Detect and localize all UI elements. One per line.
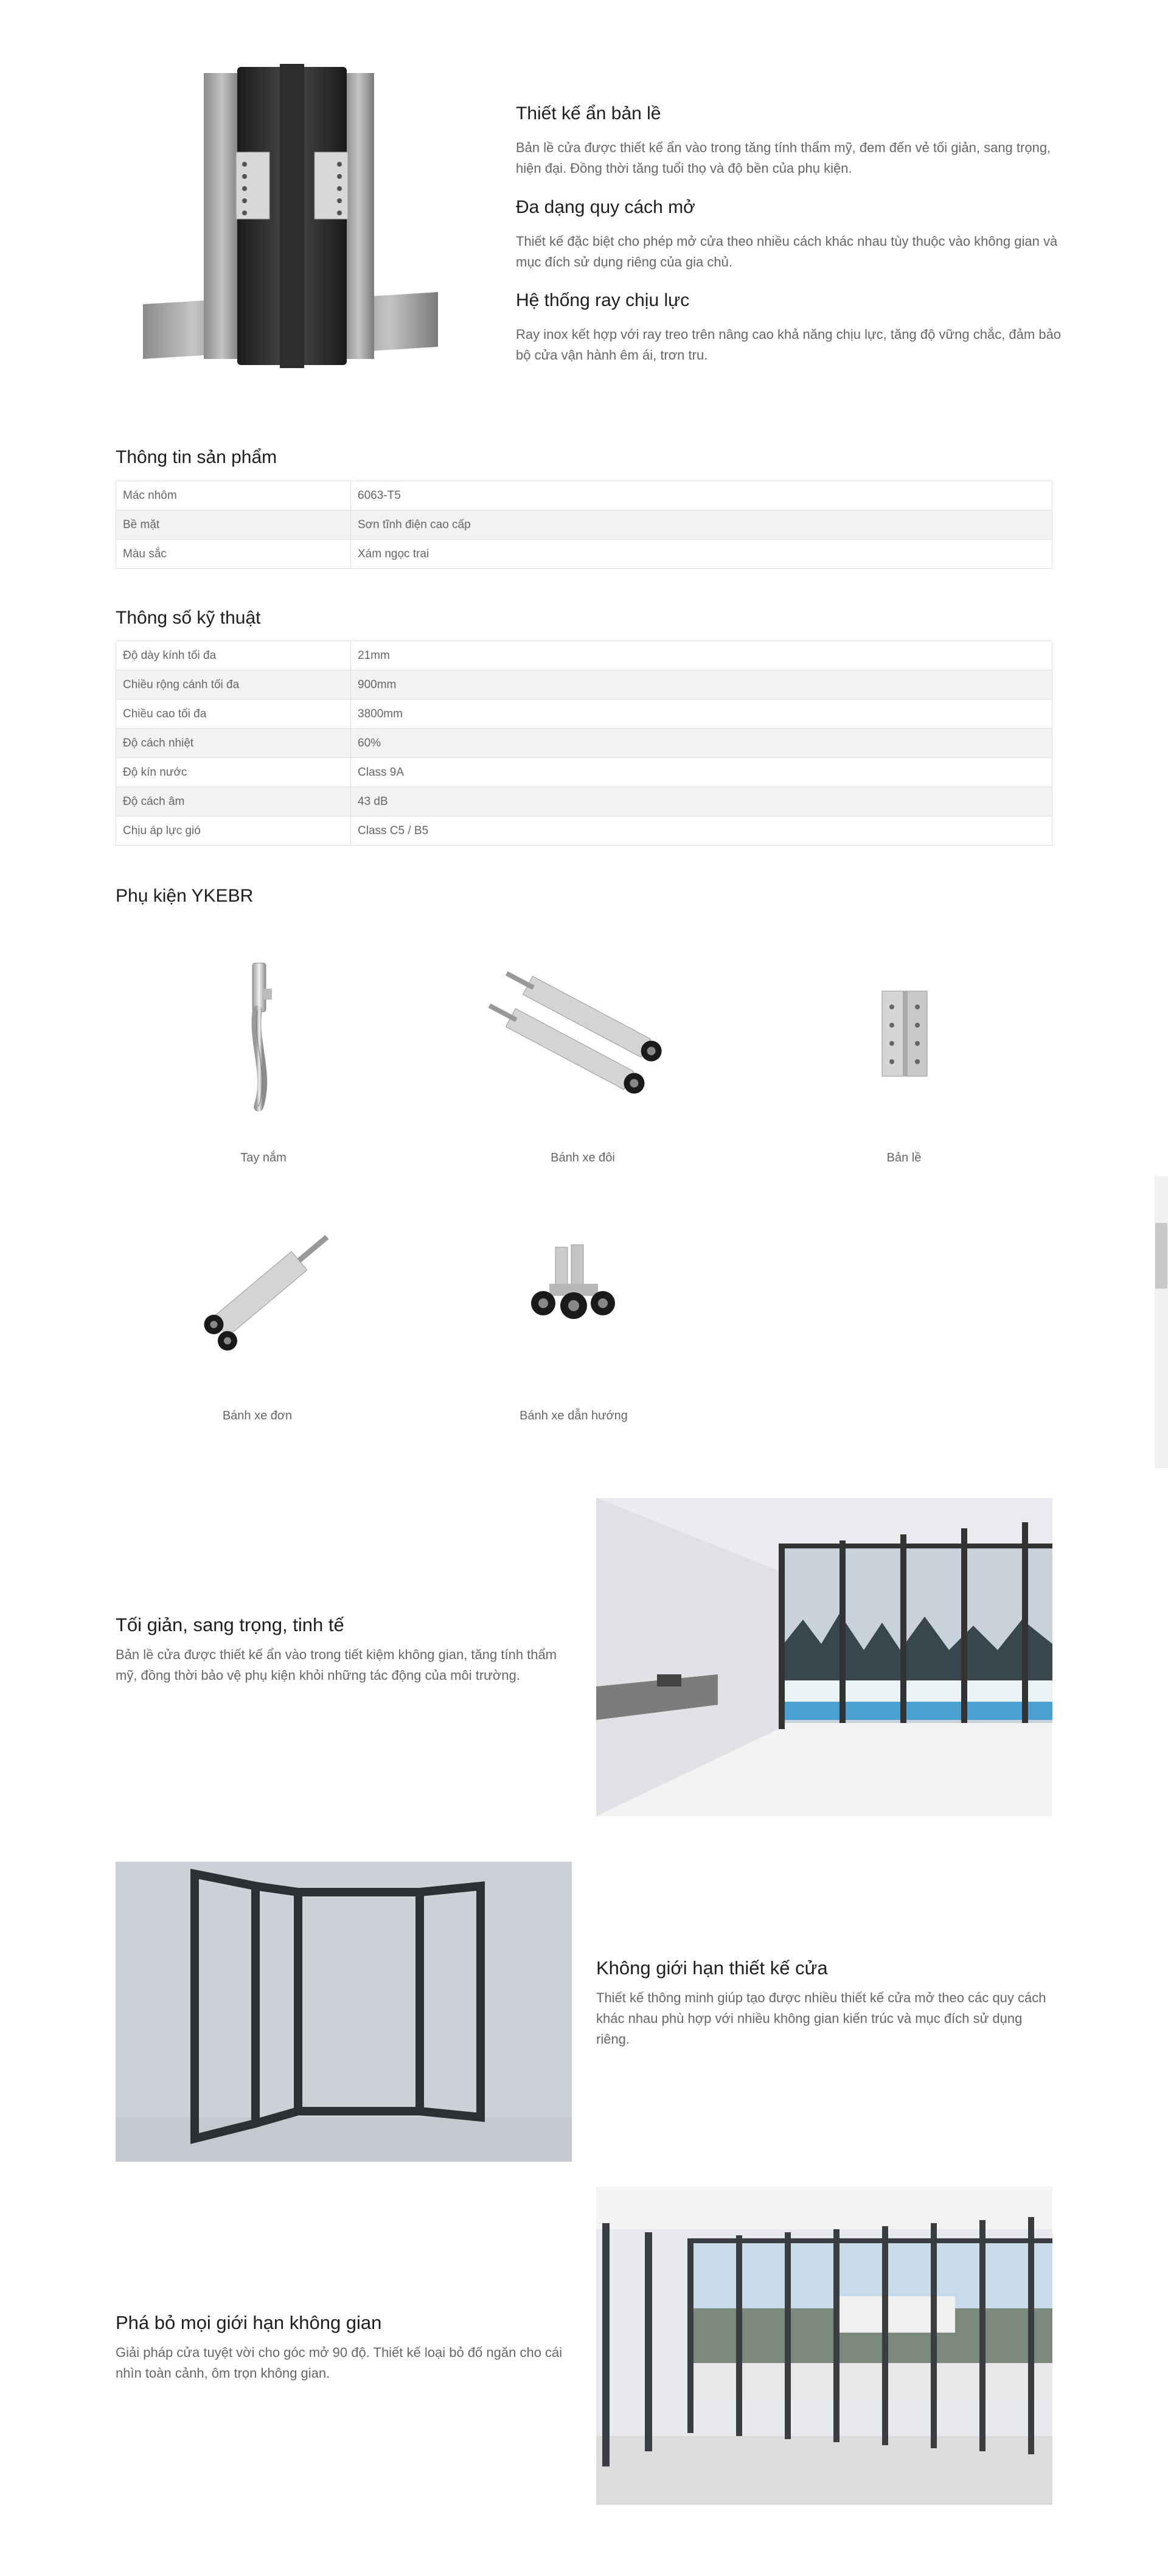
row-value: 3800mm <box>351 700 1052 729</box>
scrollbar-thumb[interactable] <box>1155 1223 1167 1289</box>
promo-space <box>116 2312 578 2384</box>
table-row <box>116 816 1052 846</box>
table-row <box>116 481 1052 510</box>
accessory-label: Tay nắm <box>240 1151 287 1164</box>
table-row <box>116 758 1052 787</box>
row-value: Sơn tĩnh điện cao cấp <box>351 510 1052 540</box>
row-value: 60% <box>351 729 1052 758</box>
hinge-image <box>794 940 1013 1135</box>
row-value: 43 dB <box>351 787 1052 816</box>
hinge-profile-image <box>140 61 444 377</box>
row-label: Độ dày kính tối đa <box>116 641 351 670</box>
snow-room-image <box>596 1498 1052 1816</box>
table-row <box>116 787 1052 816</box>
accessory-label: Bánh xe dẫn hướng <box>520 1409 628 1422</box>
feature-hidden-hinge <box>516 103 1063 179</box>
table-row <box>116 540 1052 569</box>
table-row <box>116 700 1052 729</box>
promo-title: Tối giản, sang trọng, tinh tế <box>116 1614 344 1635</box>
feature-title: Đa dạng quy cách mở <box>516 197 695 217</box>
handle-image <box>154 940 373 1135</box>
row-value: Class 9A <box>351 758 1052 787</box>
row-value: Class C5 / B5 <box>351 816 1052 846</box>
feature-rail-system <box>516 290 1063 366</box>
feature-text: Bản lề cửa được thiết kế ẩn vào trong tăng tính thẩm mỹ, đem đến vẻ tối giản, sang trọng, hiện đại. Đồng thời tăng tuổi thọ và độ bền của phụ kiện. <box>516 140 1051 176</box>
tech-specs-table <box>116 641 1052 846</box>
promo-unlimited <box>596 1957 1058 2050</box>
row-value: 6063-T5 <box>358 489 401 502</box>
table-row <box>116 670 1052 700</box>
row-label: Chịu áp lực gió <box>116 816 351 846</box>
page-scrollbar[interactable] <box>1155 1176 1168 1468</box>
row-value: Xám ngọc trai <box>351 540 1052 569</box>
promo-title: Phá bỏ mọi giới hạn không gian <box>116 2312 382 2333</box>
product-info-table <box>116 481 1052 569</box>
row-label: Độ cách nhiệt <box>116 729 351 758</box>
row-label: Chiều cao tối đa <box>116 700 351 729</box>
guide-roller-image <box>464 1199 683 1393</box>
table-row <box>116 729 1052 758</box>
promo-minimal <box>116 1614 578 1686</box>
feature-title: Hệ thống ray chịu lực <box>516 290 690 310</box>
promo-text: Giải pháp cửa tuyệt vời cho góc mở 90 độ. Thiết kế loại bỏ đố ngăn cho cái nhìn toàn cảnh, ôm trọn không gian. <box>116 2345 563 2381</box>
promo-text: Thiết kế thông minh giúp tạo được nhiều thiết kế cửa mở theo các quy cách khác nhau phù hợp với nhiều không gian kiến trúc và mục đích sử dụng riêng. <box>596 1990 1046 2047</box>
accessories-title: Phụ kiện YKEBR <box>116 886 254 906</box>
corner-room-image <box>596 2187 1052 2505</box>
accessory-label: Bánh xe đôi <box>551 1151 615 1164</box>
feature-text: Ray inox kết hợp với ray treo trên nâng cao khả năng chịu lực, tăng độ vững chắc, đảm bảo bộ cửa vận hành êm ái, trơn tru. <box>516 327 1062 363</box>
feature-title: Thiết kế ẩn bản lề <box>516 103 661 124</box>
table-row <box>116 641 1052 670</box>
double-roller-image <box>473 940 692 1135</box>
row-label: Độ cách âm <box>116 787 351 816</box>
row-label: Bề mặt <box>116 510 351 540</box>
product-info-title: Thông tin sản phẩm <box>116 447 277 467</box>
row-label: Màu sắc <box>116 540 351 569</box>
tech-specs-title: Thông số kỹ thuật <box>116 608 261 628</box>
accessory-label: Bánh xe đơn <box>222 1409 293 1422</box>
feature-text: Thiết kế đặc biệt cho phép mở cửa theo nhiều cách khác nhau tùy thuộc vào không gian và mục đích sử dụng riêng của gia chủ. <box>516 234 1058 270</box>
row-value: 21mm <box>358 649 390 662</box>
feature-opening-styles <box>516 197 1063 273</box>
row-label: Chiều rộng cánh tối đa <box>116 670 351 700</box>
table-row <box>116 510 1052 540</box>
single-roller-image <box>148 1199 367 1393</box>
row-label: Mác nhôm <box>116 481 351 510</box>
row-label: Độ kín nước <box>116 758 351 787</box>
folding-frame-image <box>116 1862 572 2162</box>
accessory-label: Bản lề <box>886 1151 922 1164</box>
promo-title: Không giới hạn thiết kế cửa <box>596 1957 828 1979</box>
row-value: 900mm <box>351 670 1052 700</box>
promo-text: Bản lề cửa được thiết kế ẩn vào trong tiết kiệm không gian, tăng tính thẩm mỹ, đồng thời bảo vệ phụ kiện khỏi những tác động của môi trường. <box>116 1647 557 1683</box>
